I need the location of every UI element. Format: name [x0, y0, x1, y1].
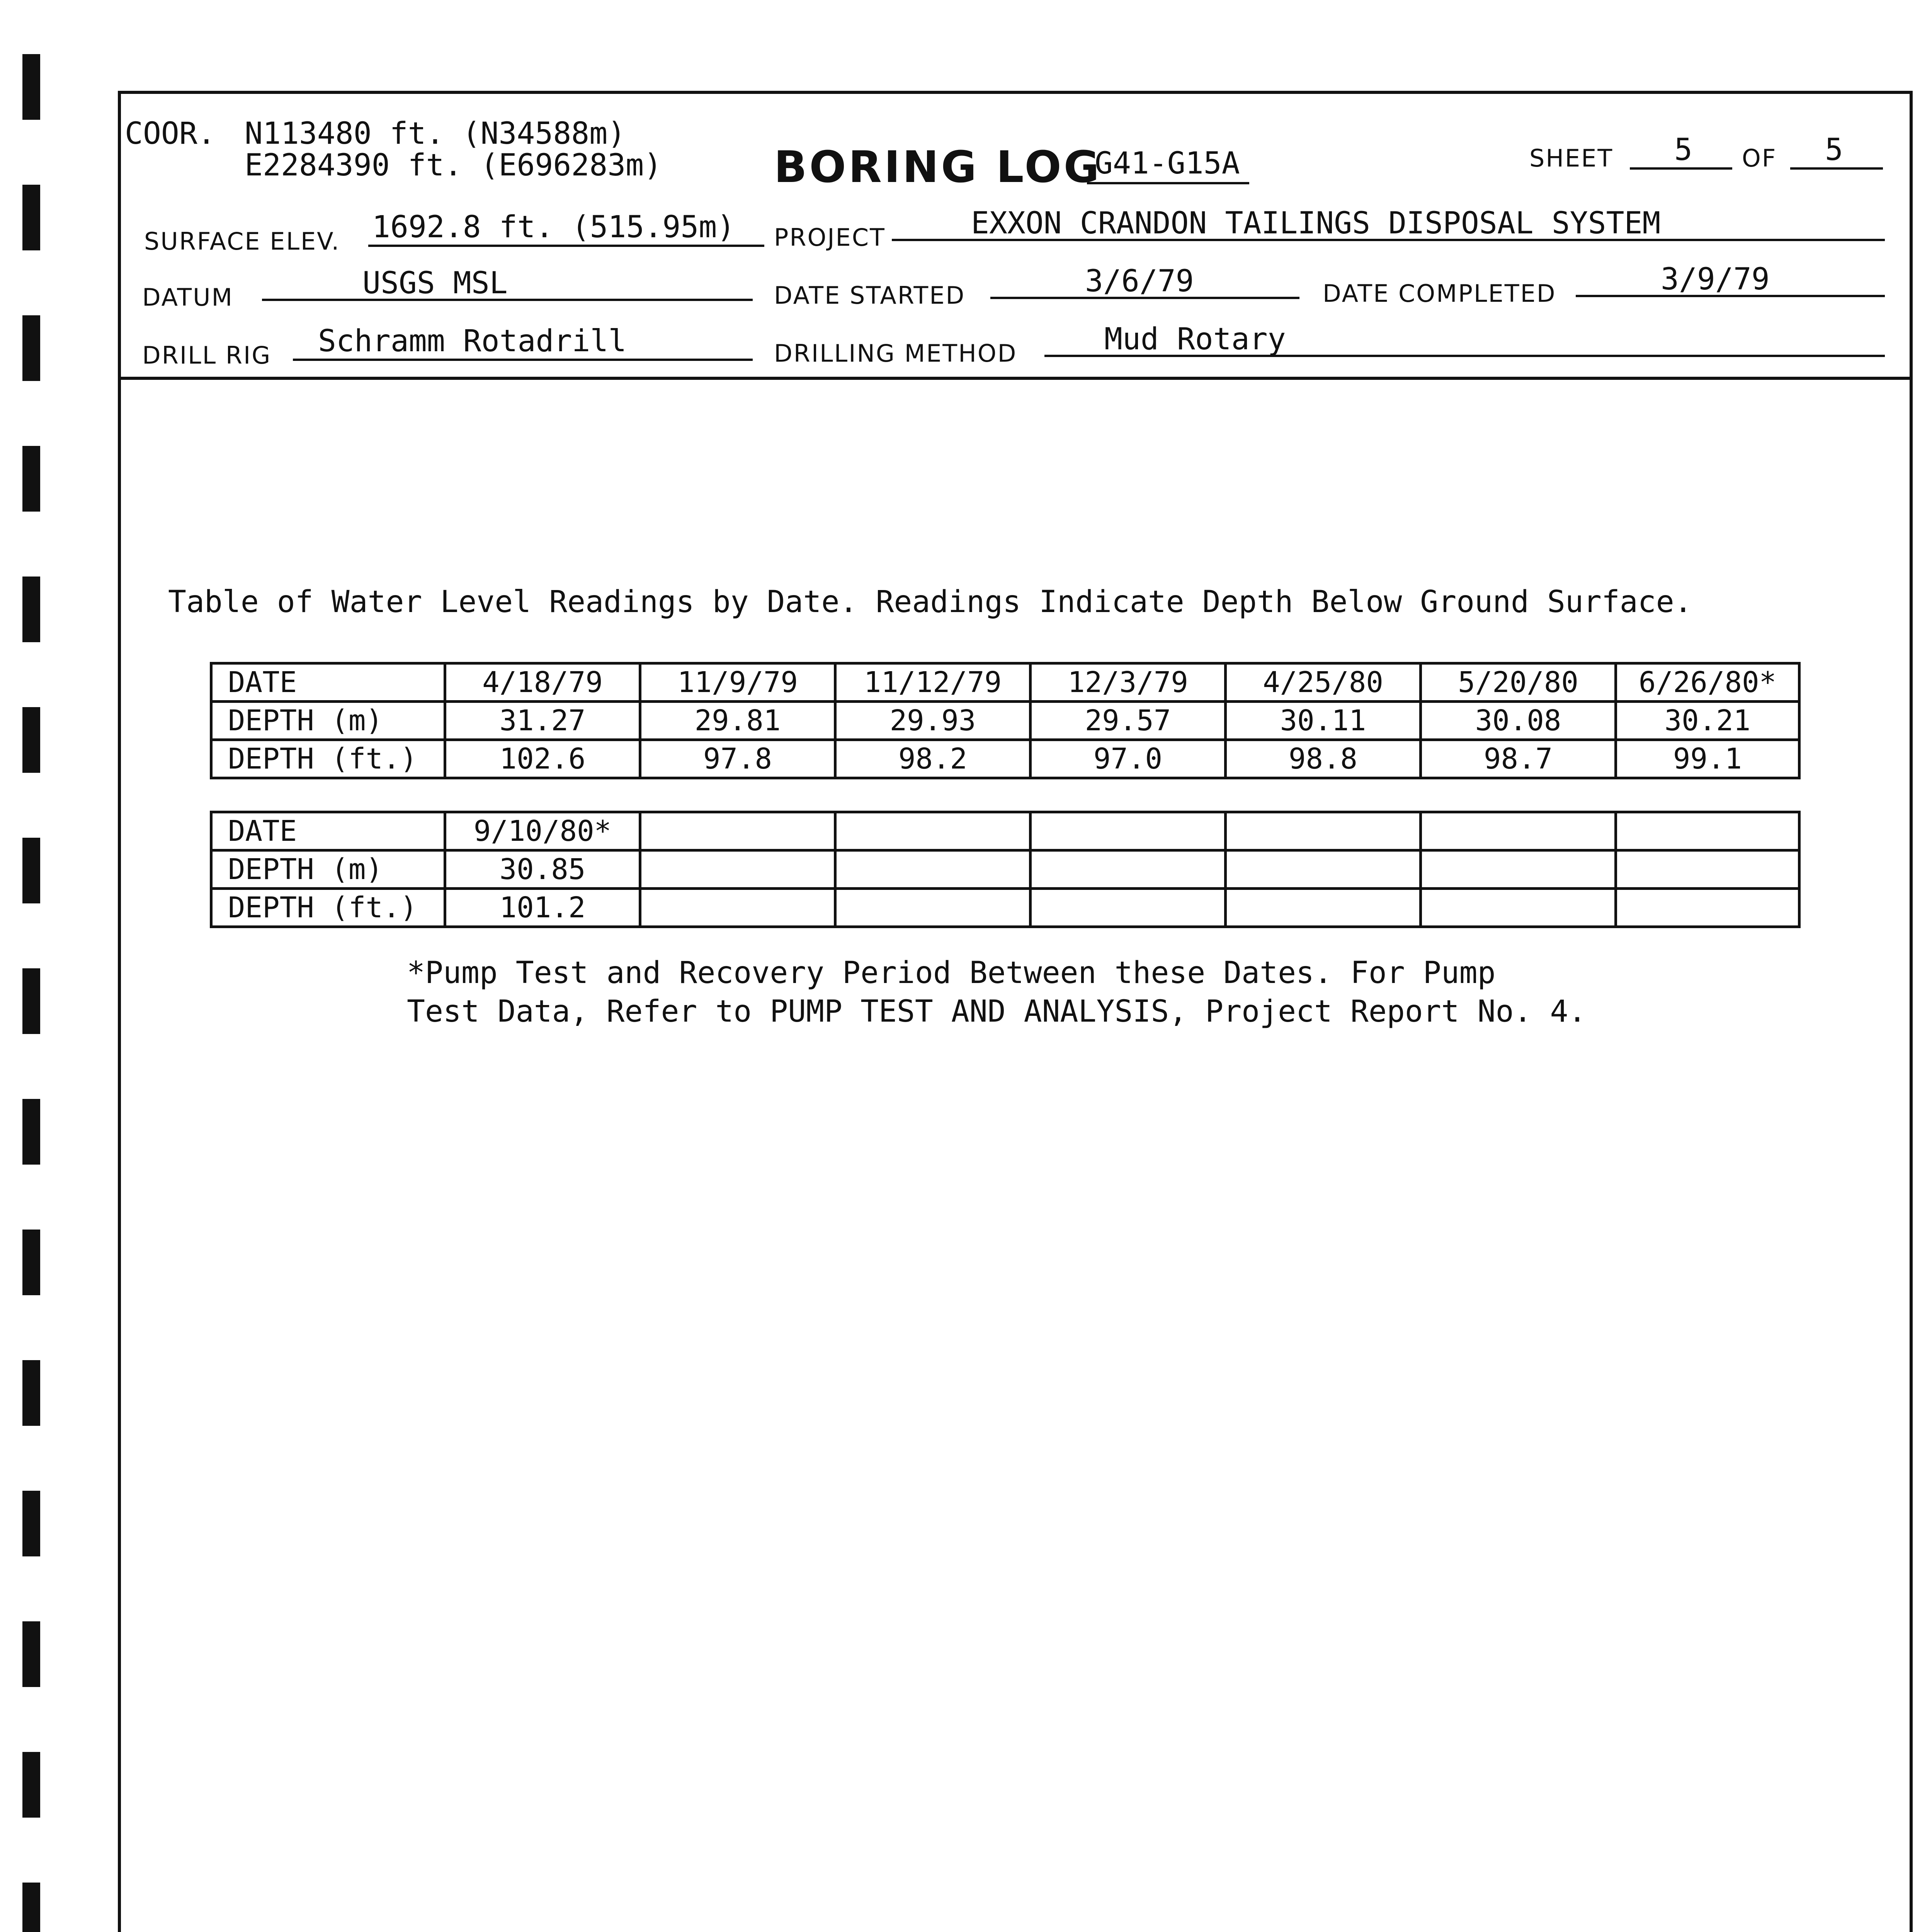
reading-cell: 102.6 — [445, 740, 640, 778]
reading-cell — [1616, 889, 1799, 927]
reading-cell — [640, 812, 835, 850]
water-level-table-2 — [210, 811, 1801, 928]
margin-punch-mark — [22, 1621, 40, 1687]
reading-cell — [1226, 889, 1421, 927]
reading-cell: 9/10/80* — [445, 812, 640, 850]
margin-punch-mark — [22, 577, 40, 642]
project-label: PROJECT — [774, 223, 886, 252]
reading-cell: 98.8 — [1226, 740, 1421, 778]
boring-id: G41-G15A — [1095, 146, 1240, 181]
reading-cell — [1031, 889, 1226, 927]
reading-cell — [640, 889, 835, 927]
reading-cell: 30.85 — [445, 850, 640, 889]
margin-punch-mark — [22, 1230, 40, 1295]
reading-cell: 11/9/79 — [640, 663, 835, 702]
row-header-cell: DATE — [211, 812, 445, 850]
reading-cell: 98.7 — [1421, 740, 1616, 778]
row-header-cell: DEPTH (m) — [211, 850, 445, 889]
reading-cell — [1616, 850, 1799, 889]
reading-cell — [835, 889, 1031, 927]
coor-label: COOR. — [125, 116, 216, 151]
margin-punch-mark — [22, 838, 40, 903]
reading-cell: 29.81 — [640, 702, 835, 740]
sheet-of-label: OF — [1742, 144, 1777, 172]
surface-elev-label: SURFACE ELEV. — [144, 227, 340, 255]
row-header-cell: DEPTH (ft.) — [211, 740, 445, 778]
reading-cell: 101.2 — [445, 889, 640, 927]
drill-rig-underline — [293, 359, 753, 361]
sheet-total-underline — [1790, 167, 1883, 170]
reading-cell: 29.57 — [1031, 702, 1226, 740]
page-title: BORING LOG — [774, 142, 1102, 192]
reading-cell: 5/20/80 — [1421, 663, 1616, 702]
sheet-total: 5 — [1825, 133, 1843, 167]
reading-cell: 30.21 — [1616, 702, 1799, 740]
coor-east: E2284390 ft. (E696283m) — [245, 148, 662, 183]
margin-punch-mark — [22, 968, 40, 1034]
table-row — [211, 740, 1799, 778]
margin-punch-mark — [22, 185, 40, 250]
margin-punch-mark — [22, 1360, 40, 1426]
surface-elev-underline — [368, 245, 764, 247]
table-row — [211, 702, 1799, 740]
reading-cell: 99.1 — [1616, 740, 1799, 778]
pump-test-note-line-1: *Pump Test and Recovery Period Between these Dates. For Pump — [407, 956, 1496, 990]
date-completed-value: 3/9/79 — [1661, 262, 1770, 297]
date-completed-label: DATE COMPLETED — [1323, 279, 1556, 308]
margin-punch-mark — [22, 1883, 40, 1932]
reading-cell: 30.08 — [1421, 702, 1616, 740]
table-row — [211, 850, 1799, 889]
table-row — [211, 812, 1799, 850]
date-started-underline — [990, 297, 1299, 299]
reading-cell — [1421, 889, 1616, 927]
margin-punch-mark — [22, 1752, 40, 1818]
drilling-method-underline — [1044, 355, 1885, 357]
reading-cell — [1616, 812, 1799, 850]
reading-cell: 11/12/79 — [835, 663, 1031, 702]
date-started-value: 3/6/79 — [1085, 264, 1194, 299]
sheet-number: 5 — [1674, 133, 1692, 167]
datum-value: USGS MSL — [362, 266, 508, 301]
project-value: EXXON CRANDON TAILINGS DISPOSAL SYSTEM — [971, 206, 1661, 241]
datum-label: DATUM — [142, 283, 233, 311]
reading-cell: 4/18/79 — [445, 663, 640, 702]
drill-rig-label: DRILL RIG — [142, 341, 272, 369]
row-header-cell: DEPTH (ft.) — [211, 889, 445, 927]
margin-punch-mark — [22, 315, 40, 381]
boring-id-underline — [1087, 182, 1249, 184]
sheet-label: SHEET — [1529, 144, 1614, 172]
sheet-number-underline — [1630, 167, 1732, 170]
margin-punch-mark — [22, 446, 40, 512]
reading-cell: 98.2 — [835, 740, 1031, 778]
reading-cell — [1226, 812, 1421, 850]
reading-cell — [1031, 812, 1226, 850]
reading-cell: 97.0 — [1031, 740, 1226, 778]
header-block — [121, 94, 1910, 380]
water-level-table-1 — [210, 662, 1801, 779]
reading-cell: 97.8 — [640, 740, 835, 778]
date-completed-underline — [1576, 295, 1885, 297]
boring-log-sheet — [118, 91, 1913, 1932]
reading-cell — [1031, 850, 1226, 889]
reading-cell: 12/3/79 — [1031, 663, 1226, 702]
margin-punch-mark — [22, 1099, 40, 1165]
drilling-method-value: Mud Rotary — [1104, 322, 1286, 357]
coor-north: N113480 ft. (N34588m) — [245, 116, 626, 151]
reading-cell — [1421, 850, 1616, 889]
reading-cell: 6/26/80* — [1616, 663, 1799, 702]
table-row — [211, 663, 1799, 702]
reading-cell — [835, 850, 1031, 889]
row-header-cell: DATE — [211, 663, 445, 702]
date-started-label: DATE STARTED — [774, 281, 966, 310]
table-row — [211, 889, 1799, 927]
margin-punch-mark — [22, 1491, 40, 1556]
reading-cell: 30.11 — [1226, 702, 1421, 740]
surface-elev-value: 1692.8 ft. (515.95m) — [372, 210, 735, 245]
margin-punch-mark — [22, 54, 40, 120]
margin-punch-mark — [22, 707, 40, 773]
drilling-method-label: DRILLING METHOD — [774, 339, 1017, 367]
row-header-cell: DEPTH (m) — [211, 702, 445, 740]
project-underline — [892, 239, 1885, 241]
reading-cell — [640, 850, 835, 889]
reading-cell: 4/25/80 — [1226, 663, 1421, 702]
pump-test-note-line-2: Test Data, Refer to PUMP TEST AND ANALYSIS, Project Report No. 4. — [407, 994, 1587, 1029]
reading-cell: 29.93 — [835, 702, 1031, 740]
reading-cell — [1421, 812, 1616, 850]
table-caption: Table of Water Level Readings by Date. Readings Indicate Depth Below Ground Surface. — [168, 585, 1692, 619]
reading-cell — [835, 812, 1031, 850]
drill-rig-value: Schramm Rotadrill — [318, 324, 627, 359]
reading-cell — [1226, 850, 1421, 889]
datum-underline — [262, 299, 753, 301]
reading-cell: 31.27 — [445, 702, 640, 740]
